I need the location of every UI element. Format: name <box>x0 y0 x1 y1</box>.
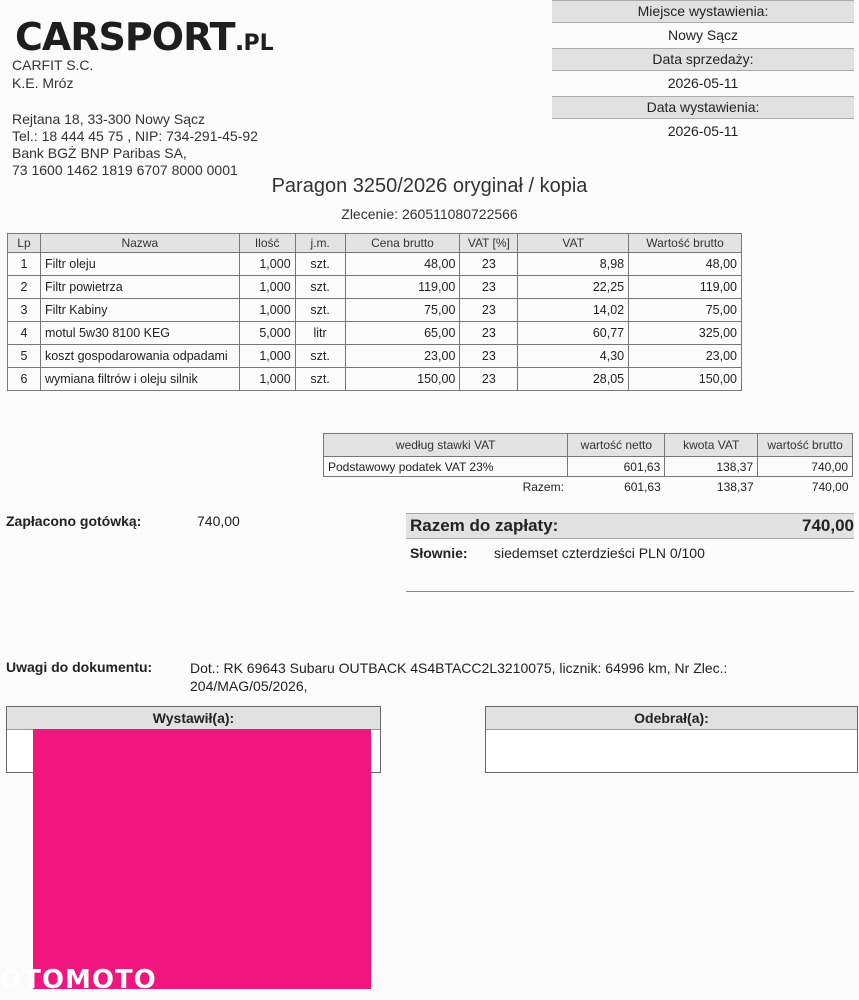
cell-lp: 1 <box>8 253 41 276</box>
cell-lp: 3 <box>8 299 41 322</box>
company-owner: K.E. Mróz <box>12 75 74 91</box>
vat-row <box>324 457 853 477</box>
cell-qty: 5,000 <box>239 322 295 345</box>
amount-words-label: Słownie: <box>410 545 468 561</box>
address-block <box>12 111 258 179</box>
col-gross: Wartość brutto <box>629 234 742 253</box>
amount-words-value: siedemset czterdzieści PLN 0/100 <box>494 545 705 561</box>
cell-vat: 14,02 <box>518 299 629 322</box>
place-label: Miejsce wystawienia: <box>552 0 854 23</box>
cell-vat: 8,98 <box>518 253 629 276</box>
cell-qty: 1,000 <box>239 368 295 391</box>
cell-qty: 1,000 <box>239 253 295 276</box>
cell-name: Filtr oleju <box>40 253 239 276</box>
vat-summary-table <box>323 433 853 497</box>
cell-unit: szt. <box>295 299 345 322</box>
col-vat-amount: kwota VAT <box>665 434 758 457</box>
items-header-row <box>8 234 742 253</box>
cell-lp: 5 <box>8 345 41 368</box>
cell-vat-rate: 23 <box>460 322 518 345</box>
table-row <box>8 253 742 276</box>
bank-account: 73 1600 1462 1819 6707 8000 0001 <box>12 162 238 178</box>
order-number: Zlecenie: 260511080722566 <box>341 206 518 222</box>
vat-sum-net: 601,63 <box>624 480 661 494</box>
vat-amount: 138,37 <box>665 457 758 477</box>
bank-name: Bank BGŻ BNP Paribas SA, <box>12 145 187 161</box>
sale-date-value: 2026-05-11 <box>667 75 739 91</box>
vat-sum-amount: 138,37 <box>716 480 754 494</box>
cell-gross: 119,00 <box>629 276 742 299</box>
cell-qty: 1,000 <box>239 276 295 299</box>
cell-vat-rate: 23 <box>460 276 518 299</box>
cell-price: 23,00 <box>345 345 460 368</box>
cell-unit: szt. <box>295 345 345 368</box>
items-table <box>7 233 742 391</box>
cell-name: wymiana filtrów i oleju silnik <box>40 368 239 391</box>
cell-name: Filtr Kabiny <box>40 299 239 322</box>
paid-cash-value: 740,00 <box>197 513 240 529</box>
cell-lp: 4 <box>8 322 41 345</box>
col-qty: Ilość <box>239 234 295 253</box>
cell-name: koszt gospodarowania odpadami <box>40 345 239 368</box>
cell-vat: 4,30 <box>518 345 629 368</box>
col-vat: VAT <box>518 234 629 253</box>
cell-vat: 22,25 <box>518 276 629 299</box>
vat-sum-row <box>324 477 853 498</box>
document-meta <box>552 0 854 144</box>
vat-sum-label: Razem: <box>522 480 564 494</box>
cell-vat-rate: 23 <box>460 368 518 391</box>
cell-unit: szt. <box>295 368 345 391</box>
cell-vat-rate: 23 <box>460 345 518 368</box>
cell-vat: 60,77 <box>518 322 629 345</box>
cell-gross: 150,00 <box>629 368 742 391</box>
cell-gross: 23,00 <box>629 345 742 368</box>
otomoto-watermark: OTOMOTO <box>0 965 157 995</box>
cell-name: Filtr powietrza <box>40 276 239 299</box>
cell-gross: 75,00 <box>629 299 742 322</box>
cell-lp: 2 <box>8 276 41 299</box>
cell-price: 119,00 <box>345 276 460 299</box>
issued-by-label: Wystawił(a): <box>7 707 380 730</box>
cell-price: 65,00 <box>345 322 460 345</box>
place-value: Nowy Sącz <box>667 27 739 43</box>
vat-sum-gross: 740,00 <box>811 480 849 494</box>
cell-vat-rate: 23 <box>460 299 518 322</box>
total-label: Razem do zapłaty: <box>410 516 559 535</box>
redaction-block <box>33 729 371 989</box>
cell-lp: 6 <box>8 368 41 391</box>
notes-text: Dot.: RK 69643 Subaru OUTBACK 4S4BTACC2L3210075, licznik: 64996 km, Nr Zlec.: 204/MAG/05/2026, <box>190 660 728 694</box>
notes-label: Uwagi do dokumentu: <box>6 659 153 675</box>
cell-vat-rate: 23 <box>460 253 518 276</box>
company-block <box>12 56 93 92</box>
sale-date-label: Data sprzedaży: <box>552 48 854 71</box>
cell-vat: 28,05 <box>518 368 629 391</box>
cell-name: motul 5w30 8100 KEG <box>40 322 239 345</box>
paid-cash-label: Zapłacono gotówką: <box>6 513 142 529</box>
total-value: 740,00 <box>802 516 854 535</box>
cell-qty: 1,000 <box>239 345 295 368</box>
cell-qty: 1,000 <box>239 299 295 322</box>
col-lp: Lp <box>8 234 41 253</box>
col-gross-value: wartość brutto <box>758 434 853 457</box>
col-vat-rate-name: według stawki VAT <box>324 434 568 457</box>
table-row <box>8 368 742 391</box>
company-address: Rejtana 18, 33-300 Nowy Sącz <box>12 111 205 127</box>
cell-unit: szt. <box>295 276 345 299</box>
col-price: Cena brutto <box>345 234 460 253</box>
company-contact: Tel.: 18 444 45 75 , NIP: 734-291-45-92 <box>12 128 258 144</box>
vat-header-row <box>324 434 853 457</box>
col-net: wartość netto <box>568 434 665 457</box>
cell-unit: litr <box>295 322 345 345</box>
divider <box>406 591 854 592</box>
cell-gross: 48,00 <box>629 253 742 276</box>
received-by-label: Odebrał(a): <box>486 707 857 730</box>
company-name: CARFIT S.C. <box>12 57 94 73</box>
col-vat-rate: VAT [%] <box>460 234 518 253</box>
col-unit: j.m. <box>295 234 345 253</box>
col-name: Nazwa <box>40 234 239 253</box>
issue-date-value: 2026-05-11 <box>667 123 739 139</box>
document-title: Paragon 3250/2026 oryginał / kopia <box>271 175 588 197</box>
cell-unit: szt. <box>295 253 345 276</box>
table-row <box>8 299 742 322</box>
cell-price: 48,00 <box>345 253 460 276</box>
vat-gross: 740,00 <box>758 457 853 477</box>
table-row <box>8 276 742 299</box>
carsport-logo: CARSPORT.PL <box>15 15 274 59</box>
issue-date-label: Data wystawienia: <box>552 96 854 119</box>
vat-rate-name: Podstawowy podatek VAT 23% <box>324 457 568 477</box>
table-row <box>8 322 742 345</box>
cell-gross: 325,00 <box>629 322 742 345</box>
vat-net: 601,63 <box>568 457 665 477</box>
cell-price: 150,00 <box>345 368 460 391</box>
table-row <box>8 345 742 368</box>
cell-price: 75,00 <box>345 299 460 322</box>
received-by-box <box>485 706 858 773</box>
